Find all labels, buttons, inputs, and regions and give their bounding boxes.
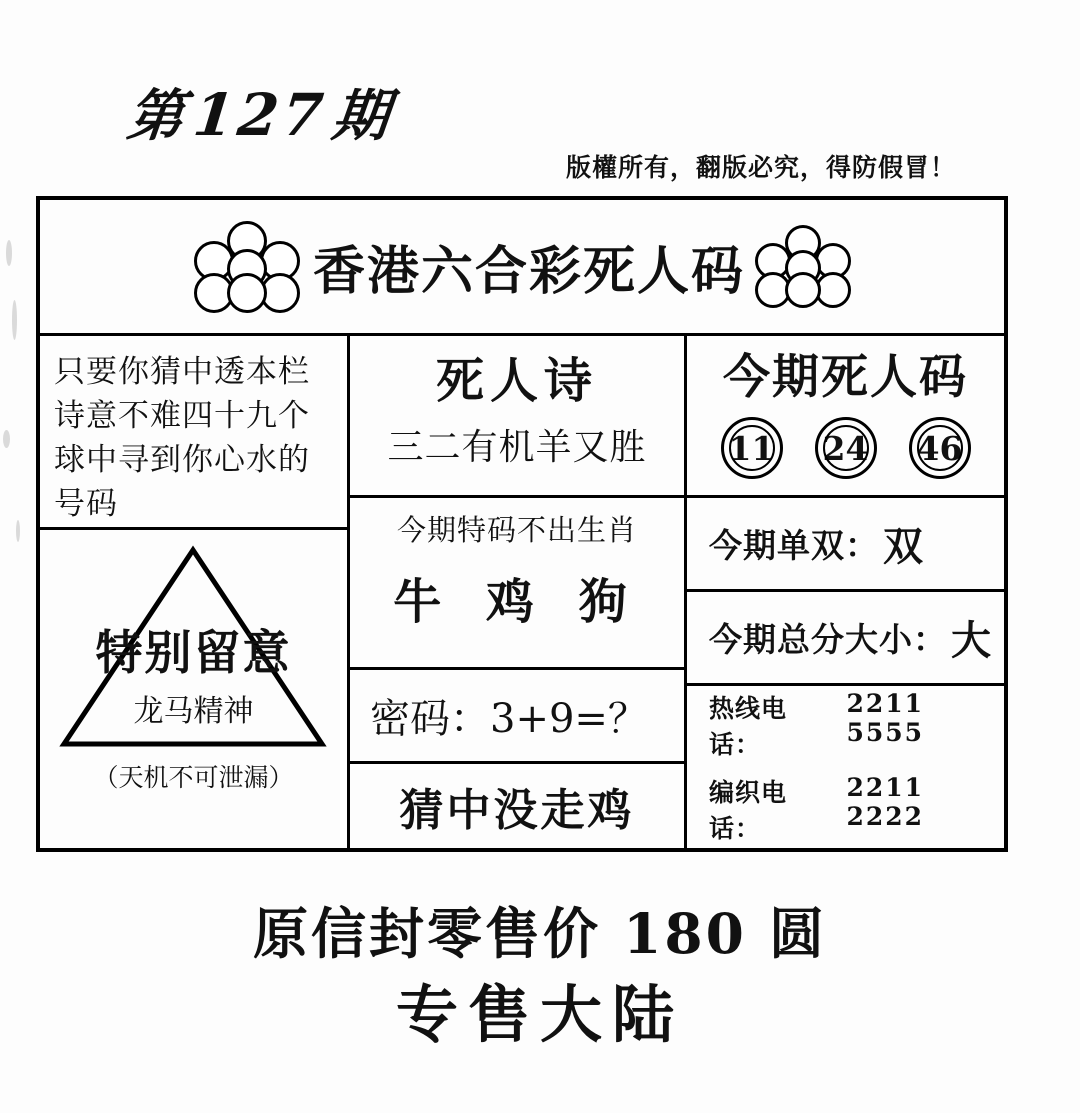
issue-number: 127 bbox=[190, 81, 331, 149]
ball-number: 46 bbox=[909, 417, 971, 479]
scan-artifact bbox=[12, 300, 17, 340]
ball-number: 24 bbox=[815, 417, 877, 479]
ball-number: 11 bbox=[721, 417, 783, 479]
codes-cell bbox=[687, 336, 1004, 498]
poem-line: 三二有机羊又胜 bbox=[387, 427, 647, 468]
main-frame bbox=[36, 196, 1008, 852]
secret-code-cell bbox=[350, 670, 684, 764]
slogan-line: 专售大陆 bbox=[395, 978, 684, 1051]
secret-code-label: 密码：3+9=？ bbox=[370, 696, 648, 742]
phone-label: 编织电话： bbox=[709, 778, 788, 843]
intro-text: 只要你猜中透本栏诗意不难四十九个球中寻到你心水的号码 bbox=[40, 336, 347, 530]
ball-list bbox=[687, 417, 1004, 479]
issue-prefix: 第 bbox=[124, 83, 192, 149]
poem-title: 死人诗 bbox=[435, 353, 598, 409]
odd-even-value: 双 bbox=[883, 523, 924, 570]
scan-artifact bbox=[3, 430, 10, 448]
scan-artifact bbox=[6, 240, 12, 266]
phone-list bbox=[687, 686, 1004, 848]
size-label: 今期总分大小： bbox=[709, 620, 947, 659]
zodiac-values: 牛 鸡 狗 bbox=[393, 574, 641, 630]
zodiac-cell bbox=[350, 498, 684, 670]
phone-number[interactable]: 2211 2222 bbox=[846, 773, 925, 831]
price-line: 原信封零售价 180 圆 bbox=[252, 901, 828, 966]
content-columns bbox=[40, 336, 1004, 848]
notice-subtitle: 龙马精神 bbox=[133, 694, 254, 729]
guess-cell bbox=[350, 764, 684, 848]
special-notice-cell bbox=[40, 530, 347, 848]
zodiac-label: 今期特码不出生肖 bbox=[396, 513, 637, 547]
middle-column bbox=[350, 336, 687, 848]
codes-title: 今期死人码 bbox=[723, 350, 968, 405]
notice-footnote: （天机不可泄漏） bbox=[93, 763, 294, 792]
issue-suffix: 期 bbox=[329, 83, 397, 149]
flower-icon bbox=[189, 221, 307, 313]
flower-icon bbox=[751, 225, 855, 309]
guess-line: 猜中没走鸡 bbox=[399, 785, 635, 836]
odd-even-label: 今期单双： bbox=[709, 526, 879, 565]
banner-title: 香港六合彩死人码 bbox=[312, 241, 745, 302]
size-value: 大 bbox=[951, 617, 992, 664]
banner-row bbox=[40, 200, 1004, 336]
issue-title bbox=[124, 72, 397, 152]
right-column bbox=[687, 336, 1004, 848]
size-cell bbox=[687, 592, 1004, 686]
notice-title: 特别留意 bbox=[95, 626, 292, 681]
copyright-notice: 版權所有，翻版必究，得防假冒！ bbox=[566, 153, 957, 182]
phone-row bbox=[709, 773, 1004, 845]
left-column bbox=[40, 336, 350, 848]
scan-artifact bbox=[16, 520, 20, 542]
poem-cell bbox=[350, 336, 684, 498]
phone-number[interactable]: 2211 5555 bbox=[846, 689, 925, 747]
phone-label: 热线电话： bbox=[709, 694, 788, 759]
odd-even-cell bbox=[687, 498, 1004, 592]
phone-row bbox=[709, 689, 1004, 761]
